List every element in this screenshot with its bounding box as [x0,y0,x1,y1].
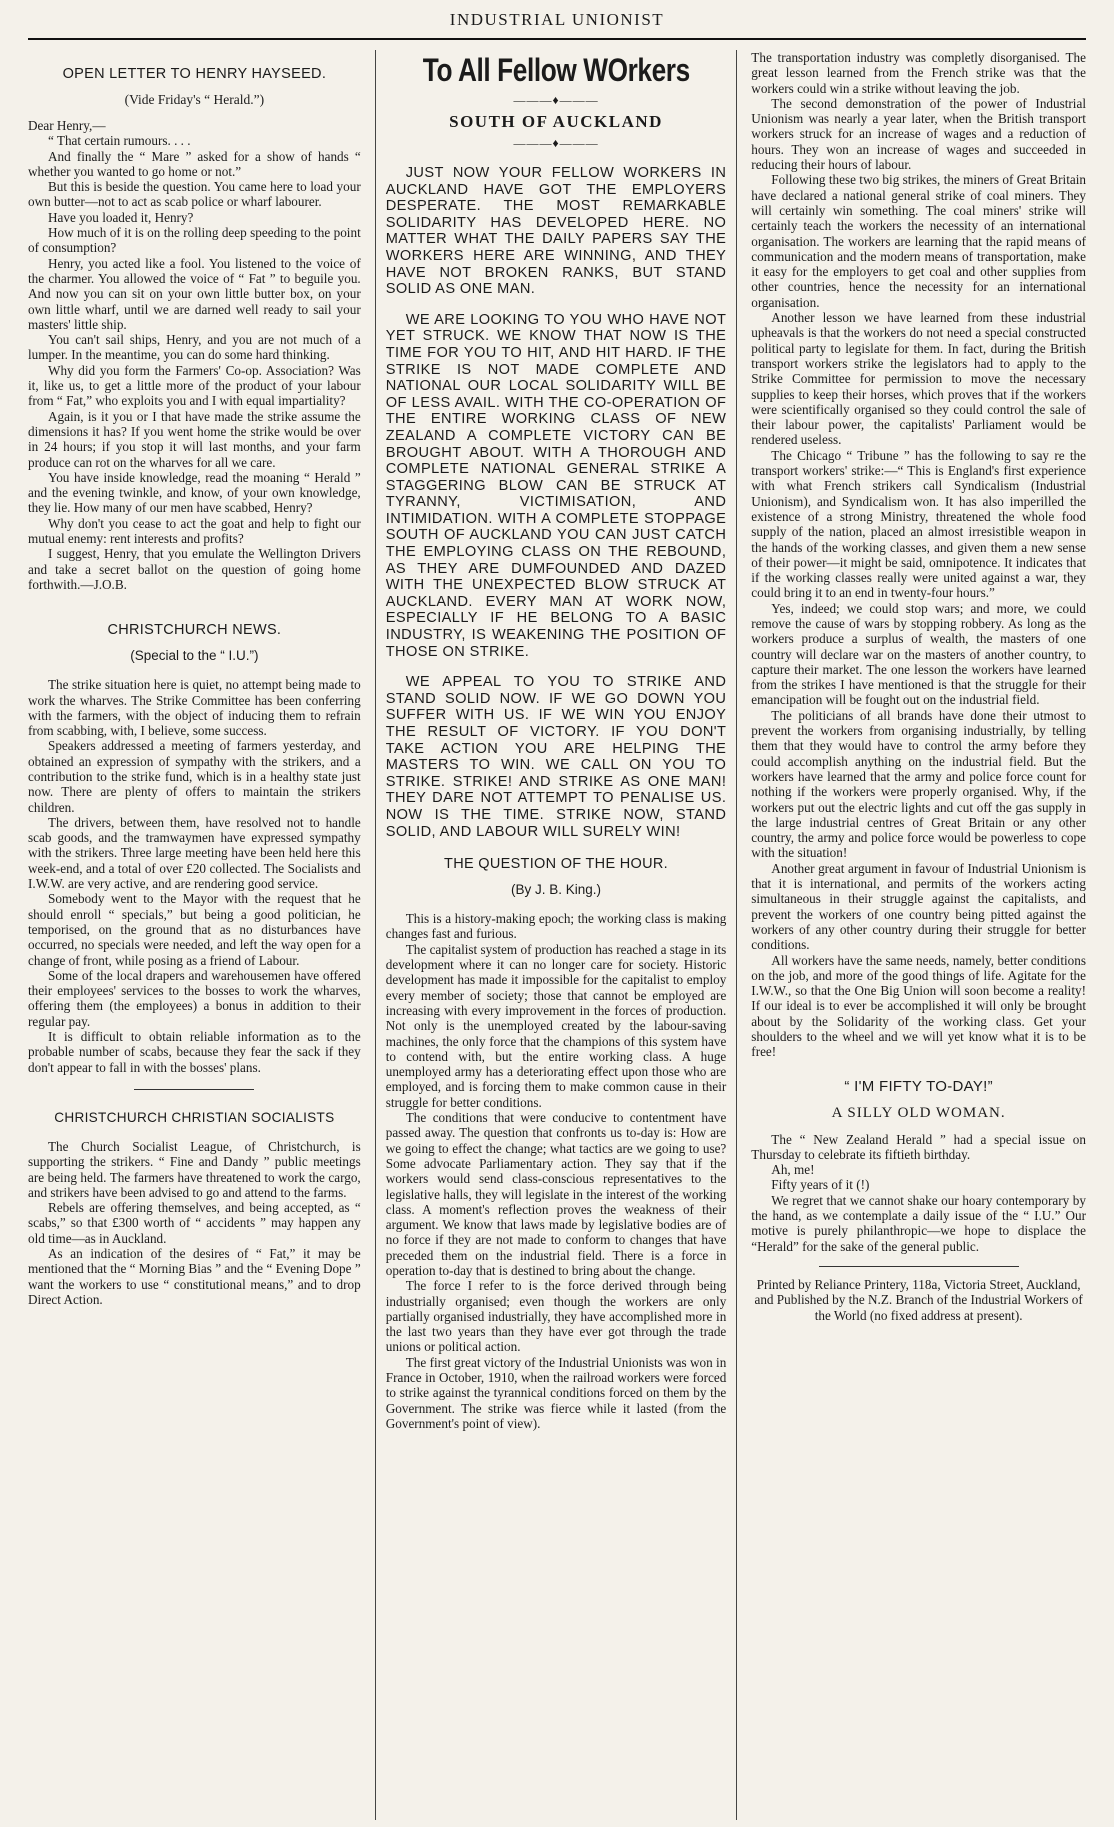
question-hour-paragraph: The conditions that were conducive to contentment have passed away. The question that confronts us to-day is: How are we going to effect the change; what tactics are we going to use? Some advocate Parliamentary action. They say that if the workers would send class-conscious representatives to the legislative halls, they will legislate in the interest of the working class. A moment's reflection proves the weakness of their argument. We know that laws made by legislative bodies are of no force if they are not made to conform to changes that have preceded them on the industrial field. There is a force in operation to-day that is destined to bring about the change. [385,1110,727,1278]
open-letter-paragraph: I suggest, Henry, that you emulate the Wellington Drivers and take a secret ballot on the question of going home forthwith.—J.O.B. [28,546,361,592]
question-hour-byline: (By J. B. King.) [511,882,602,898]
fifty-today-paragraph: The “ New Zealand Herald ” had a special issue on Thursday to celebrate its fiftieth birthday. [751,1131,1086,1162]
question-hour-paragraph: The first great victory of the Industrial Unionists was won in France in October, 1910, when the railroad workers were forced to strike against the tyrannical conditions forced on them by the Government. The strike was fierce while it lasted (from the Government's point of view). [385,1354,727,1431]
open-letter-paragraph: How much of it is on the rolling deep speeding to the point of consumption? [28,225,361,256]
fellow-workers-subtitle: SOUTH OF AUCKLAND [449,112,663,131]
masthead-rule [28,38,1086,40]
question-hour-continued: The politicians of all brands have done their utmost to prevent the workers from organising industrially, by telling them that they would have to control the army before they could accomplish anything on the industrial field. But the workers have learned that the army and police force count for nothing if the workers were properly organised. Why, if the workers put out the electric lights and cut off the gas supply in the large industrial centres of Great Britain or any other country, the army and police force would be powerless to cope with the situation! [751,707,1086,861]
christchurch-news-paragraph: The drivers, between them, have resolved not to handle scab goods, and the tramwaymen have expressed sympathy with the strikers. Three large meeting have been held here this week-end, and a total of over £20 collected. The Socialists and I.W.W. are very active, and are rendering good service. [28,814,361,892]
open-letter-paragraph: But this is beside the question. You came here to load your own butter—not to act as scab police or wharf labourer. [28,179,361,210]
question-hour-paragraph: The capitalist system of production has reached a stage in its development where it can no longer care for society. Historic development has made it impossible for the capitalist to employ every member of society; those that cannot be employed are increasing with every improvement in the forces of production. Not only is the unemployed created by the labour-saving machines, the only force that the champions of this system have to contend with, but the entire working class. A huge unemployed army has a deteriorating effect upon those who are employed, and is forcing them to make common cause in their struggle for better conditions. [385,941,727,1110]
christchurch-news-paragraph: Some of the local drapers and warehousemen have offered their employees' services to the bosses to work the wharves, offering them (the employees) a bonus in addition to their regular pay. [28,967,361,1029]
christchurch-news-title: CHRISTCHURCH NEWS. [107,622,282,639]
question-hour-title: THE QUESTION OF THE HOUR. [444,856,668,873]
question-hour-continued: All workers have the same needs, namely, better conditions on the job, and more of the good things of life. Agitate for the I.W.W., so that the One Big Union will soon become a reality! If our ideal is to ever be accomplished it will only be brought about by the Solidarity of the working class. Get your shoulders to the wheel and we will yet know what it is to be free! [751,952,1086,1060]
fifty-today-title: “ I'M FIFTY TO-DAY!” [844,1077,993,1095]
question-hour-continued: Following these two big strikes, the miners of Great Britain have declared a national general strike of coal miners. They will certainly win something. The coal miners' strike will certainly teach the workers the necessity of an international organisation. The workers are learning that the rapid means of communication and the modern means of transportation, make it easy for the employers to get coal and other supplies from other countries, hence the necessity for an international organisation. [751,172,1086,310]
open-letter-paragraph: Have you loaded it, Henry? [48,209,194,225]
question-hour-paragraph: The force I refer to is the force derived through being industrially organised; even though the workers are only partially organised industrially, they have accomplished more in the last two years than they have ever got through the trade unions or political action. [385,1278,727,1355]
fifty-today-paragraph: Fifty years of it (!) [771,1177,870,1193]
fellow-workers-title: To All Fellow WOrkers [422,52,690,88]
fellow-workers-paragraph: WE ARE LOOKING TO YOU WHO HAVE NOT YET STRUCK. WE KNOW THAT NOW IS THE TIME FOR YOU TO HIT, AND HIT HARD. IF THE STRIKE IS NOT MADE COMPLETE AND NATIONAL OUR LOCAL SOLIDARITY WILL BE OF LESS AVAIL. WITH THE CO-OPERATION OF THE ENTIRE WORKING CLASS OF NEW ZEALAND A COMPLETE VICTORY CAN BE BROUGHT ABOUT. WITH A THOROUGH AND COMPLETE NATIONAL GENERAL STRIKE A STAGGERING BLOW CAN BE STRUCK AT TYRANNY, VICTIMISATION, AND INTIMIDATION. WITH A COMPLETE STOPPAGE SOUTH OF AUCKLAND YOU CAN JUST CATCH THE EMPLOYING CLASS ON THE REBOUND, AS THEY ARE DUMFOUNDED AND DAZED WITH THE UNEXPECTED BLOW STRUCK AT AUCKLAND. EVERY MAN AT WORK NOW, ESPECIALLY IF HE BELONG TO A BASIC INDUSTRY, IS WEAKENING THE POSITION OF THOSE ON STRIKE. [385,311,727,660]
open-letter-paragraph: Henry, you acted like a fool. You listened to the voice of the charmer. You allowed the voice of “ Fat ” to beguile you. And now you can sit on your own little butter box, on your own little wharf, until we are darned well ready to sail your masters' little ship. [28,255,361,332]
christian-socialists-paragraph: The Church Socialist League, of Christchurch, is supporting the strikers. “ Fine and Dandy ” public meetings are being held. The farmers have threatened to work the cargo, and strikers have been advised to go and attend to the farms. [28,1138,361,1200]
christchurch-news-subtitle: (Special to the “ I.U.”) [130,648,259,664]
question-hour-continued: Yes, indeed; we could stop wars; and more, we could remove the cause of wars by stopping robbery. As long as the workers produce a surplus of wealth, the masters of one country will declare war on the masters of another country, to capture their market. The one lesson the workers have learned from the strikes I have mentioned is that the struggle for their emancipation will be fought out on the industrial field. [751,600,1086,708]
open-letter-paragraph: And finally the “ Mare ” asked for a show of hands “ whether you wanted to go home or not.” [28,148,361,179]
fifty-today-paragraph: We regret that we cannot shake our hoary contemporary by the hand, as we contemplate a daily issue of the “ I.U.” Our motive is purely philanthropic—we hope to displace the “Herald” for the sake of the general public. [751,1192,1086,1254]
open-letter-paragraph: Again, is it you or I that have made the strike assume the dimensions it has? If you went home the strike would be over in 24 hours; if you stop it will last months, and your farm produce can rot on the wharves for all we care. [28,408,361,470]
question-hour-continued: Another great argument in favour of Industrial Unionism is that it is international, and permits of the workers acting simultaneous in their struggle against the capitalists, and prevent the workers of one country being pitted against the workers of any other country during their struggle for better conditions. [751,860,1086,953]
open-letter-paragraph: Why don't you cease to act the goat and help to fight our mutual enemy: rent interests and profits? [28,515,361,547]
christian-socialists-paragraph: Rebels are offering themselves, and being accepted, as “ scabs,” so that £300 worth of “ accidents ” may happen any old time—as in Auckland. [28,1200,361,1246]
question-hour-continued: The transportation industry was completly disorganised. The great lesson learned from the French strike was that the workers could win a strike without leaving the job. [751,50,1086,96]
christian-socialists-paragraph: As an indication of the desires of “ Fat,” it may be mentioned that the “ Morning Bias ” and the “ Evening Dope ” want the workers to use “ constitutional means,” and to drop Direct Action. [28,1246,361,1307]
question-hour-continued: The second demonstration of the power of Industrial Unionism was nearly a year later, when the British transport workers struck for an increase of wages and a reduction of hours. They won an increase of wages and succeeded in reducing their hours of labour. [751,95,1086,173]
open-letter-title: OPEN LETTER TO HENRY HAYSEED. [62,66,327,82]
printer-imprint: Printed by Reliance Printery, 118a, Victoria Street, Auckland, and Published by the N.Z. Branch of the Industrial Workers of the World (no fixed address at present). [754,1276,1083,1323]
open-letter-paragraph: “ That certain rumours. . . . [48,133,191,149]
open-letter-paragraph: Why did you form the Farmers' Co-op. Association? Was it, like us, to get a little more of the product of your labour from “ Fat,” who exploits you and I with equal impartiality? [28,362,361,409]
question-hour-continued: The Chicago “ Tribune ” has the following to say re the transport workers' strike:—“ This is England's first experience with what French strikers call Syndicalism (Industrial Unionism), and Syndicalism won. It has also imperilled the existence of a strong Ministry, threatened the whole food supply of the nation, placed an almost irresistible weapon in the hands of the working classes, and given them a new sense of their power—it might be said, omnipotence. It indicates that if the working classes really were united against a war, they could bring it to an end in twenty-four hours.” [751,447,1086,601]
fifty-today-paragraph: Ah, me! [771,1162,815,1178]
christchurch-news-paragraph: Speakers addressed a meeting of farmers yesterday, and obtained an expression of sympathy with the strikers, and a contribution to the strike fund, which is in a healthy state just now. There are plenty of offers to maintain the strikers children. [28,738,361,815]
column-middle [375,50,738,1820]
fellow-workers-paragraph: JUST NOW YOUR FELLOW WORKERS IN AUCKLAND HAVE GOT THE EMPLOYERS DESPERATE. THE MOST REMARKABLE SOLIDARITY HAS DEVELOPED HERE. NO MATTER WHAT THE DAILY PAPERS SAY THE WORKERS HERE ARE WINNING, AND THEY HAVE NOT BROKEN RANKS, BUT STAND SOLID AS ONE MAN. [385,165,727,298]
question-hour-paragraph: This is a history-making epoch; the working class is making changes fast and furious. [385,911,727,942]
ornament-divider: ———♦——— [513,93,599,107]
fellow-workers-paragraph: WE APPEAL TO YOU TO STRIKE AND STAND SOLID NOW. IF WE GO DOWN YOU SUFFER WITH US. IF WE WIN YOU ENJOY THE RESULT OF VICTORY. IF YOU DON'T TAKE ACTION YOU ARE HELPING THE MASTERS TO WIN. WE CALL ON YOU TO STRIKE. STRIKE! AND STRIKE AS ONE MAN! THEY DARE NOT ATTEMPT TO PENALISE US. NOW IS THE TIME. STRIKE NOW, STAND SOLID, AND LABOUR WILL SURELY WIN! [385,674,727,840]
christchurch-news-paragraph: Somebody went to the Mayor with the request that he should enroll “ specials,” but being a good politician, he temporised, on the ground that as no disturbances have occurred, no specials were needed, and left the way open for a change of front, while posing as a friend of Labour. [28,891,361,968]
open-letter-paragraph: You have inside knowledge, read the moaning “ Herald ” and the evening twinkle, and know, of your own knowledge, they lie. How many of our men have scabbed, Henry? [28,469,361,516]
section-divider [819,1266,1019,1267]
open-letter-greeting: Dear Henry,— [28,118,106,133]
question-hour-continued: Another lesson we have learned from these industrial upheavals is that the workers do not need a special constructed political party to legislate for them. In fact, during the British transport workers strike the legislators had to apply to the Strike Committee for permission to move the necessary supplies to keep their horses, which proves that if the workers were scientifically organised so they could control the sale of their labour power, the capitalists' Parliament would be rendered useless. [751,310,1086,448]
christian-socialists-title: CHRISTCHURCH CHRISTIAN SOCIALISTS [54,1109,335,1125]
column-left [28,50,361,1820]
column-right [751,50,1086,1820]
masthead: INDUSTRIAL UNIONIST [449,10,665,29]
ornament-divider: ———♦——— [513,136,599,150]
open-letter-subtitle: (Vide Friday's “ Herald.”) [124,92,265,107]
open-letter-paragraph: You can't sail ships, Henry, and you are not much of a lumper. In the meantime, you can do some hard thinking. [28,332,361,363]
christchurch-news-paragraph: The strike situation here is quiet, no attempt being made to work the wharves. The Strike Committee has been conferring with the farmers, with the object of inducing them to refrain from scabbing, with, I believe, some success. [28,677,361,739]
fifty-today-subtitle: A SILLY OLD WOMAN. [831,1104,1006,1121]
christchurch-news-paragraph: It is difficult to obtain reliable information as to the probable number of scabs, because they fear the sack if they don't appear to fall in with the bosses' plans. [28,1029,361,1075]
section-divider [134,1089,254,1090]
